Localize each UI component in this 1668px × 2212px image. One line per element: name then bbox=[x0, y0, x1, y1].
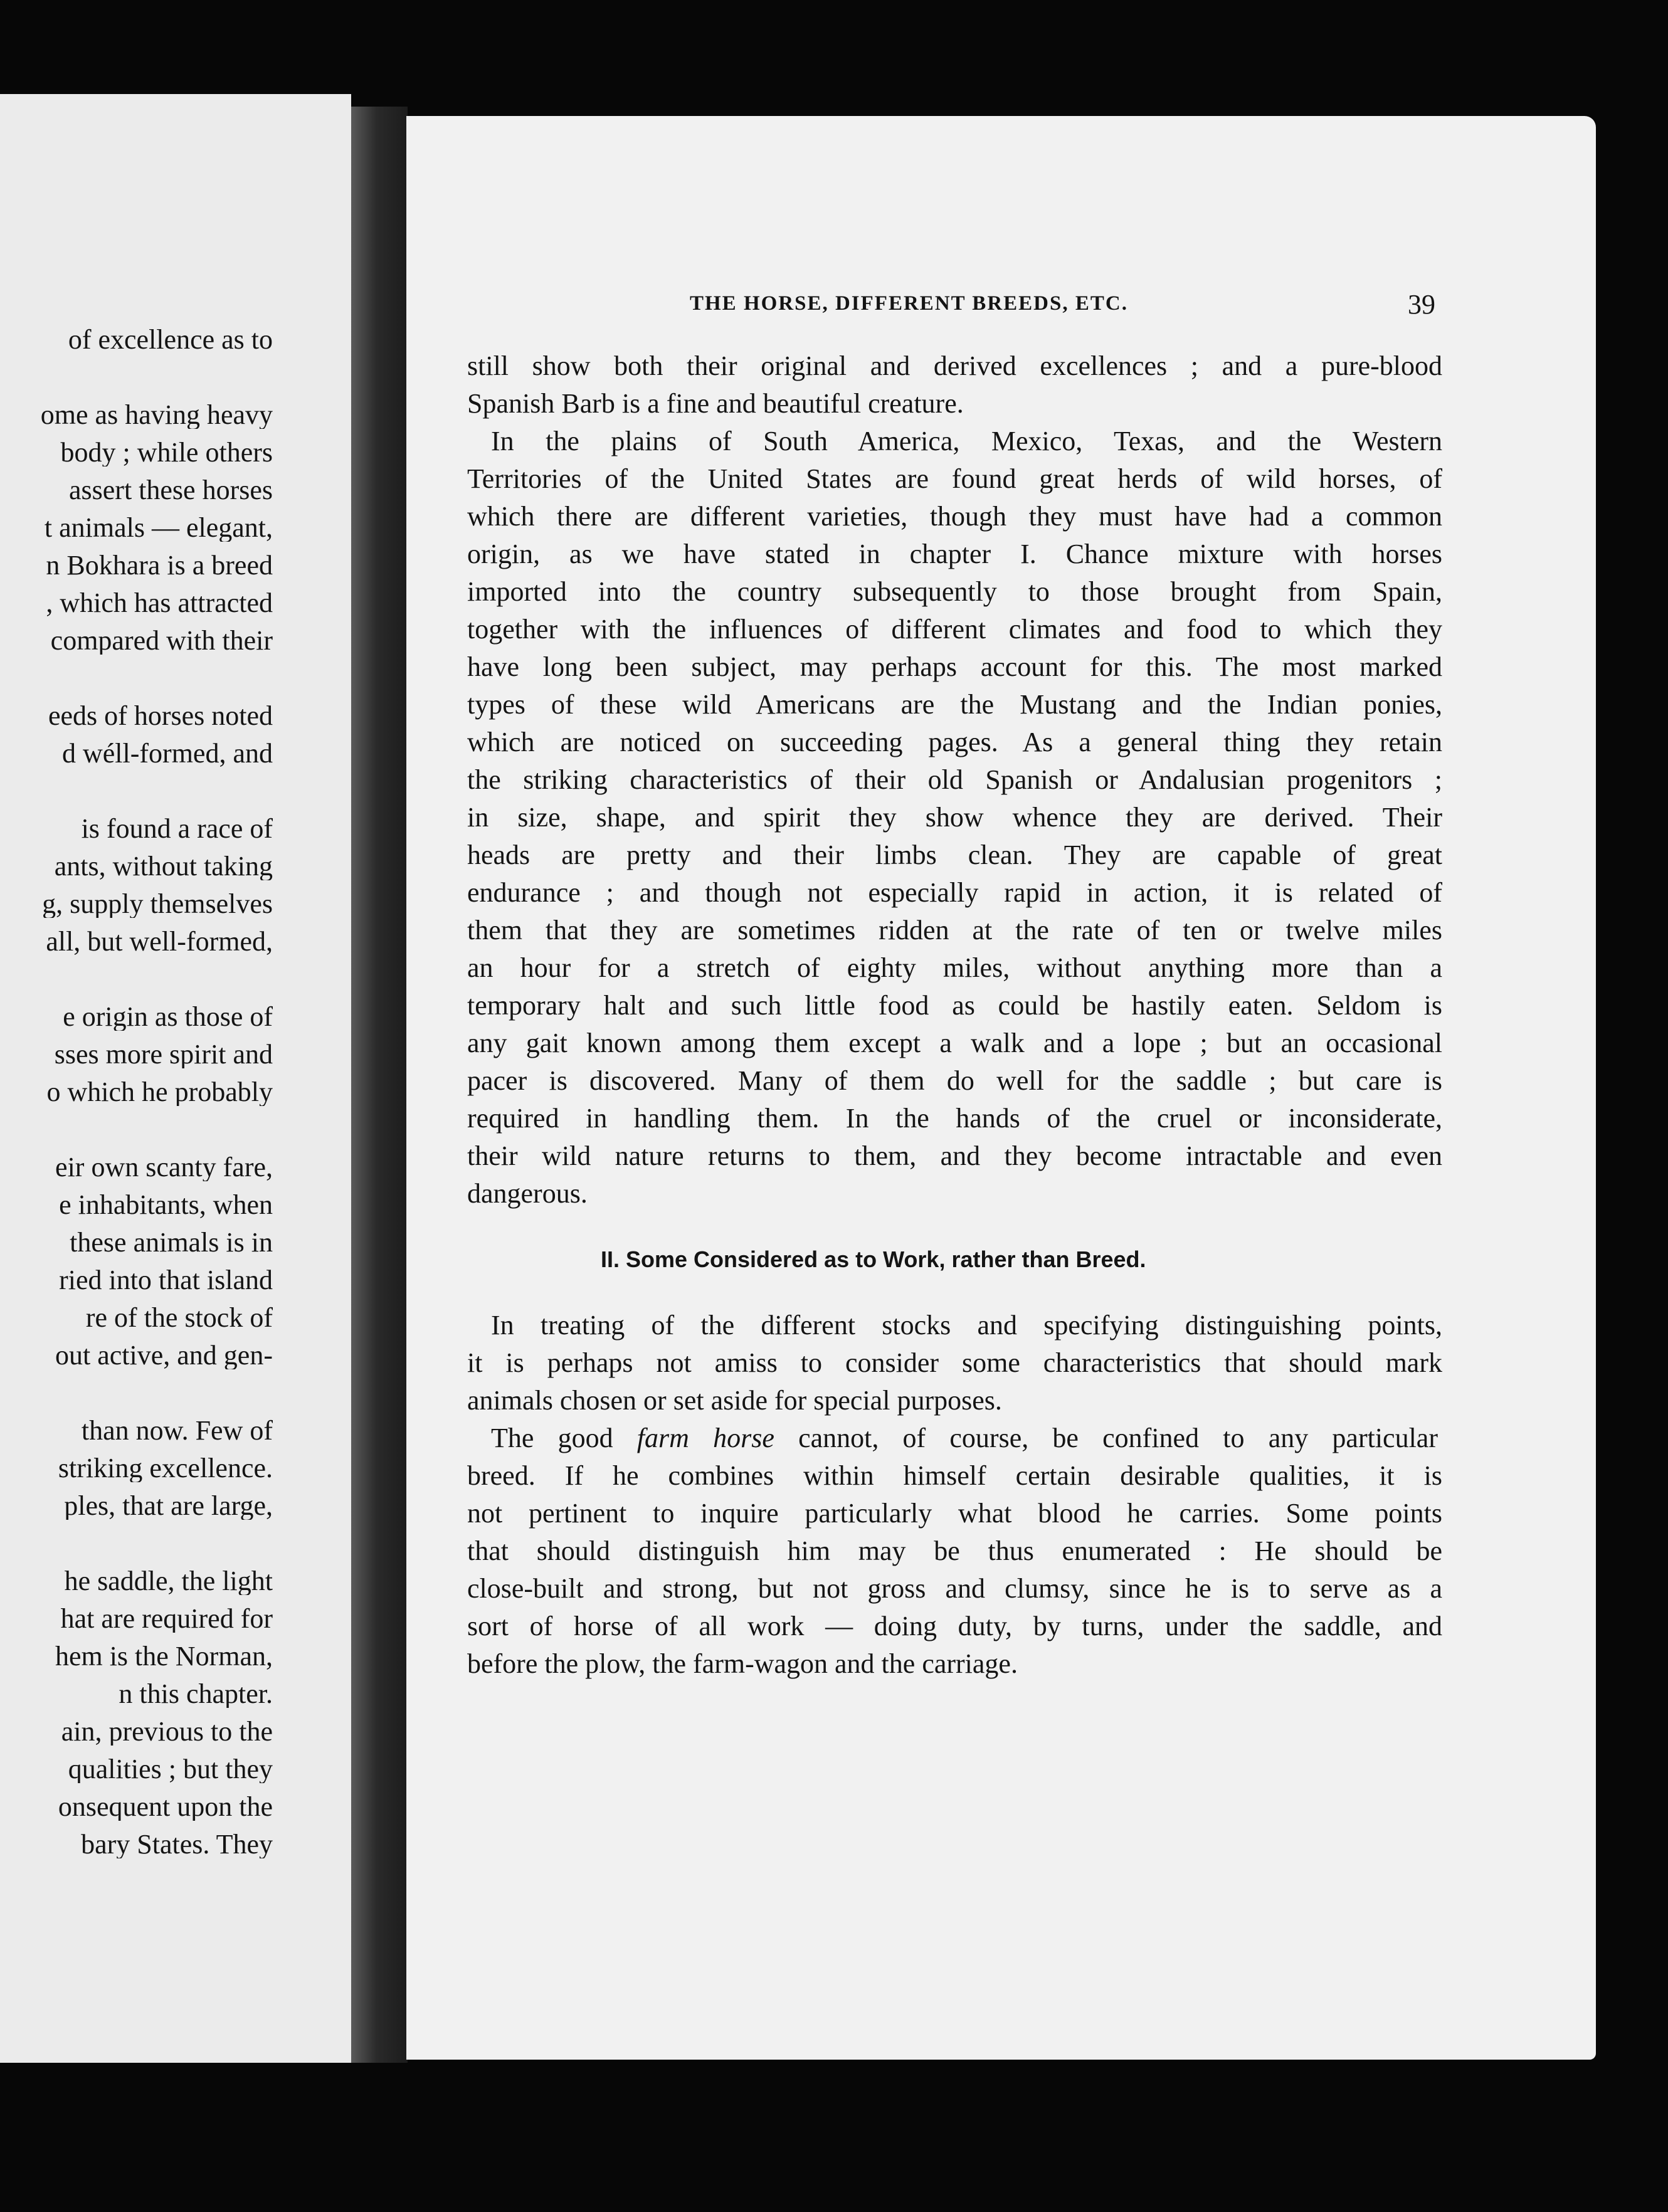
left-page-line: n this chapter. bbox=[119, 1680, 273, 1708]
paragraph3-line: it is perhaps not amiss to consider some characteristics that should mark bbox=[467, 1347, 1442, 1378]
left-page-line: bary States. They bbox=[81, 1831, 273, 1858]
left-page-line: o which he probably bbox=[46, 1078, 273, 1106]
left-page-line: ants, without taking bbox=[54, 853, 273, 880]
left-page-line: striking excellence. bbox=[58, 1455, 273, 1482]
left-page-line: eir own scanty fare, bbox=[55, 1154, 273, 1181]
paragraph2-line: required in handling them. In the hands of the cruel or inconsiderate, bbox=[467, 1103, 1442, 1134]
paragraph1-line: still show both their original and derived excellences ; and a pure-blood bbox=[467, 350, 1442, 381]
paragraph2-line: them that they are sometimes ridden at the rate of ten or twelve miles bbox=[467, 915, 1442, 945]
paragraph4-line: not pertinent to inquire particularly what blood he carries. Some points bbox=[467, 1498, 1442, 1529]
left-page-line: n Bokhara is a breed bbox=[46, 552, 273, 579]
paragraph2-line: In the plains of South America, Mexico, Texas, and the Western bbox=[491, 426, 1442, 456]
page-number: 39 bbox=[1408, 289, 1435, 320]
paragraph2-line: imported into the country subsequently to those brought from Spain, bbox=[467, 576, 1442, 607]
paragraph2-line: have long been subject, may perhaps account for this. The most marked bbox=[467, 651, 1442, 682]
left-page-line: all, but well-formed, bbox=[46, 928, 273, 956]
paragraph4-line: before the plow, the farm-wagon and the carriage. bbox=[467, 1648, 1018, 1679]
left-page-line: t animals — elegant, bbox=[44, 514, 273, 542]
p4-before: The good bbox=[491, 1423, 637, 1453]
left-page-line: these animals is in bbox=[70, 1229, 273, 1256]
left-page-line: out active, and gen- bbox=[55, 1342, 273, 1369]
paragraph2-line: endurance ; and though not especially rapid in action, it is related of bbox=[467, 877, 1442, 908]
paragraph2-line: which there are different varieties, though they must have had a common bbox=[467, 501, 1442, 532]
paragraph2-line: dangerous. bbox=[467, 1178, 588, 1209]
left-page-line: is found a race of bbox=[81, 815, 273, 843]
paragraph2-line: in size, shape, and spirit they show whence they are derived. Their bbox=[467, 802, 1442, 833]
left-page-line: d wéll-formed, and bbox=[62, 740, 273, 767]
left-page-line: ried into that island bbox=[59, 1267, 273, 1294]
left-page-line: g, supply themselves bbox=[42, 890, 273, 918]
paragraph2-line: temporary halt and such little food as could be hastily eaten. Seldom is bbox=[467, 990, 1442, 1021]
left-page-line: hem is the Norman, bbox=[55, 1643, 273, 1670]
left-page-line: than now. Few of bbox=[81, 1417, 273, 1445]
p4-after: cannot, of course, be confined to any particular bbox=[774, 1423, 1438, 1453]
p4-italic: farm horse bbox=[636, 1423, 774, 1453]
left-page-line: he saddle, the light bbox=[64, 1567, 273, 1595]
paragraph2-line: Territories of the United States are found great herds of wild horses, of bbox=[467, 463, 1442, 494]
paragraph1-line: Spanish Barb is a fine and beautiful creature. bbox=[467, 388, 964, 419]
paragraph4-line-1 bbox=[491, 1425, 1438, 1452]
paragraph2-line: together with the influences of different climates and food to which they bbox=[467, 614, 1442, 645]
book-gutter bbox=[351, 107, 408, 2063]
running-head: THE HORSE, DIFFERENT BREEDS, ETC. bbox=[690, 292, 1128, 315]
paragraph2-line: the striking characteristics of their old Spanish or Andalusian progenitors ; bbox=[467, 764, 1442, 795]
left-page-line: re of the stock of bbox=[85, 1304, 273, 1332]
section-heading: II. Some Considered as to Work, rather than Breed. bbox=[601, 1246, 1146, 1272]
paragraph2-line: origin, as we have stated in chapter I. Chance mixture with horses bbox=[467, 539, 1442, 569]
paragraph2-line: any gait known among them except a walk and a lope ; but an occasional bbox=[467, 1028, 1442, 1058]
paragraph4-line: close-built and strong, but not gross and clumsy, since he is to serve as a bbox=[467, 1573, 1442, 1604]
left-page-line: compared with their bbox=[50, 627, 273, 655]
paragraph2-line: heads are pretty and their limbs clean. They are capable of great bbox=[467, 840, 1442, 870]
left-page-line: body ; while others bbox=[60, 439, 273, 466]
left-page-line: eeds of horses noted bbox=[48, 702, 273, 730]
left-page-line: , which has attracted bbox=[46, 589, 273, 617]
paragraph2-line: their wild nature returns to them, and they become intractable and even bbox=[467, 1140, 1442, 1171]
left-page-line: ples, that are large, bbox=[64, 1492, 273, 1520]
left-page-line: ain, previous to the bbox=[61, 1718, 273, 1746]
left-page-line: hat are required for bbox=[60, 1605, 273, 1633]
paragraph4-line: sort of horse of all work — doing duty, by turns, under the saddle, and bbox=[467, 1611, 1442, 1641]
paragraph4-line: that should distinguish him may be thus enumerated : He should be bbox=[467, 1535, 1442, 1566]
left-page-line: qualities ; but they bbox=[68, 1756, 273, 1783]
paragraph2-line: types of these wild Americans are the Mustang and the Indian ponies, bbox=[467, 689, 1442, 720]
paragraph4-line: breed. If he combines within himself certain desirable qualities, it is bbox=[467, 1460, 1442, 1491]
left-page-line: e origin as those of bbox=[63, 1003, 273, 1031]
left-page-line: of excellence as to bbox=[68, 326, 273, 354]
left-page-line: e inhabitants, when bbox=[59, 1191, 273, 1219]
paragraph2-line: pacer is discovered. Many of them do well for the saddle ; but care is bbox=[467, 1065, 1442, 1096]
left-page-line: sses more spirit and bbox=[54, 1041, 273, 1068]
left-page-line: assert these horses bbox=[68, 477, 273, 504]
paragraph3-line: animals chosen or set aside for special purposes. bbox=[467, 1385, 1002, 1416]
paragraph2-line: which are noticed on succeeding pages. As a general thing they retain bbox=[467, 727, 1442, 757]
left-page-line: ome as having heavy bbox=[40, 401, 273, 429]
paragraph3-line: In treating of the different stocks and specifying distinguishing points, bbox=[491, 1310, 1442, 1340]
paragraph2-line: an hour for a stretch of eighty miles, without anything more than a bbox=[467, 952, 1442, 983]
left-page-line: onsequent upon the bbox=[58, 1793, 273, 1821]
